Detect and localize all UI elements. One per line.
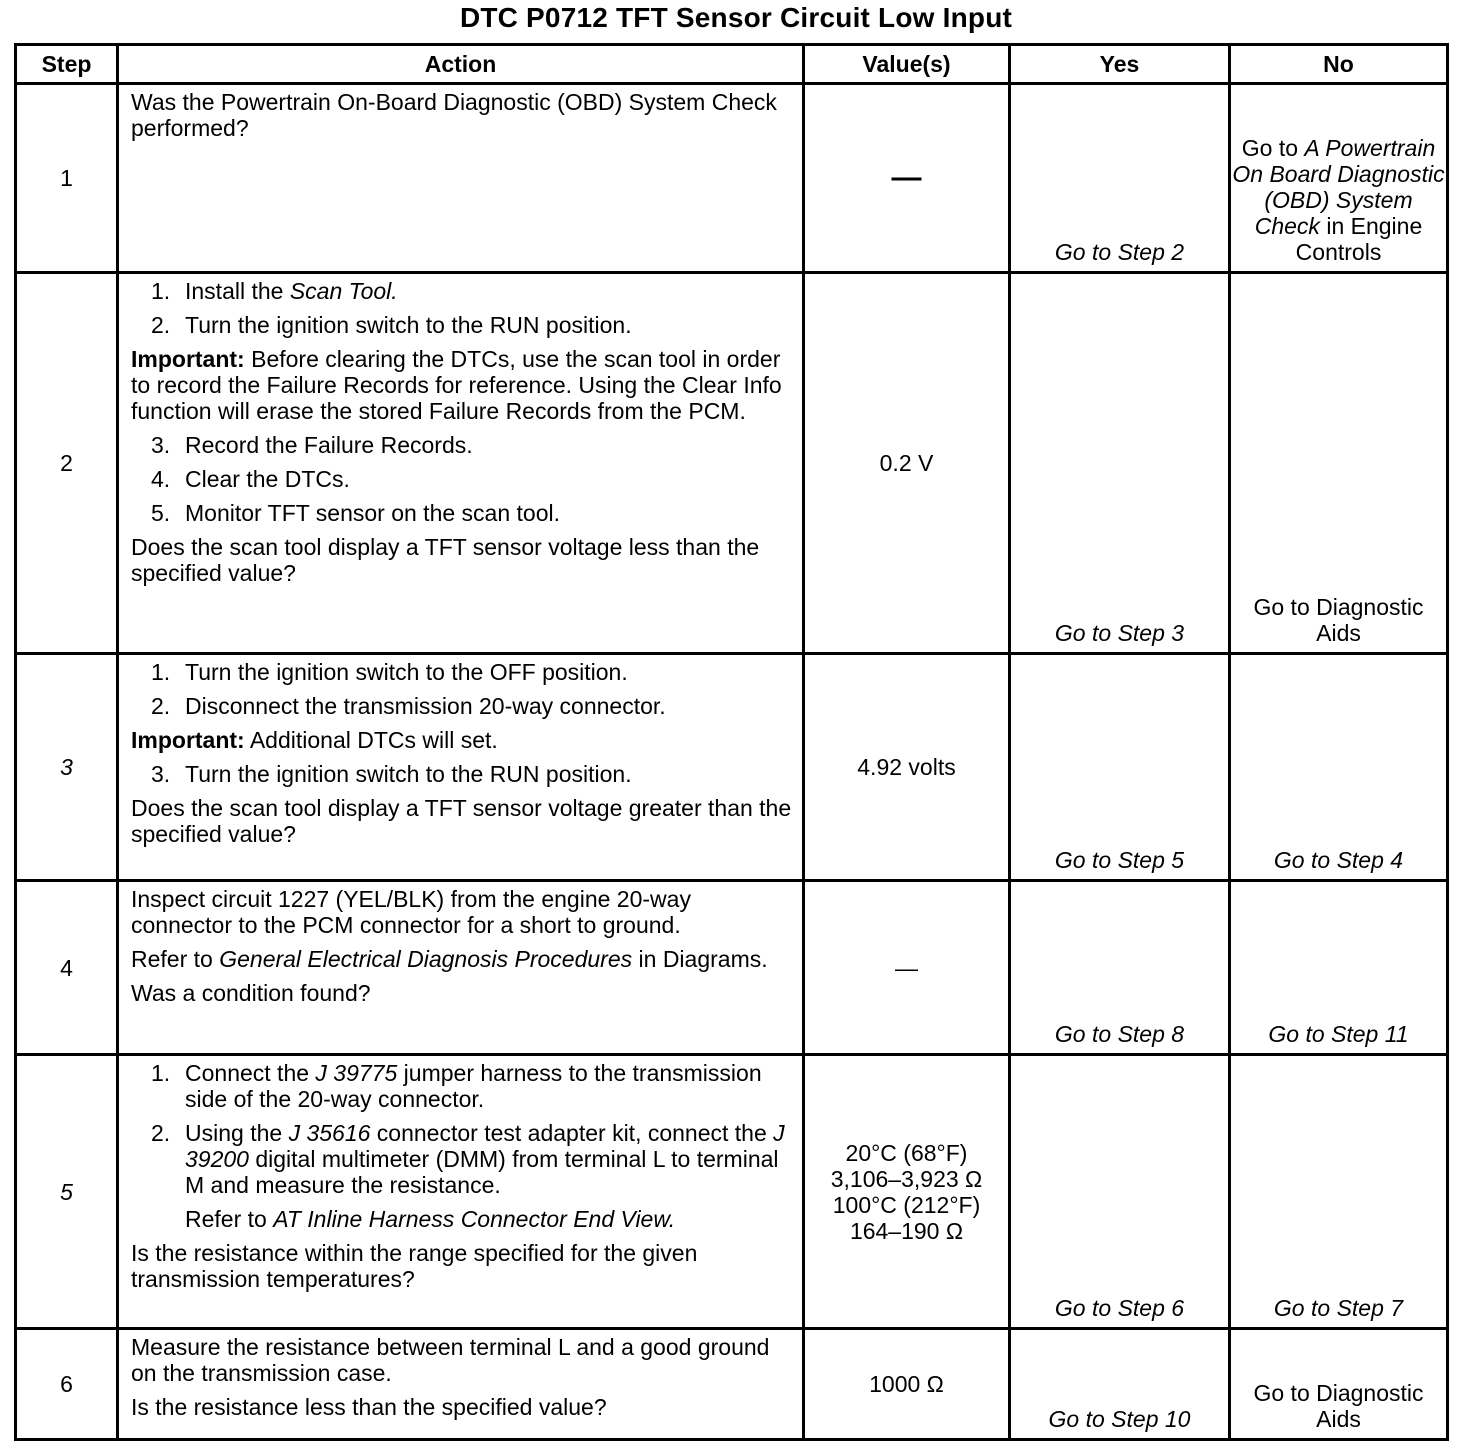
- step-number: 5: [16, 1055, 118, 1329]
- value-temp: 100°C (212°F): [832, 1191, 981, 1218]
- action-cell: [118, 1329, 804, 1440]
- yes-cell: Go to Step 5: [1010, 654, 1230, 881]
- no-text: Go to Step 7: [1273, 1295, 1404, 1321]
- action-list-item: 4. Clear the DTCs.: [151, 466, 350, 492]
- step-number: 2: [16, 273, 118, 654]
- no-cell: [1230, 84, 1448, 273]
- action-list-item: 3. Turn the ignition switch to the RUN position.: [151, 761, 632, 787]
- action-paragraph: Inspect circuit 1227 (YEL/BLK) from the engine 20-way connector to the PCM connector for a short to ground.: [131, 886, 691, 938]
- no-text: in Engine Controls: [1295, 213, 1423, 265]
- important-note: Important: Before clearing the DTCs, use the scan tool in order to record the Failure Records for reference. Using the Clear Info function will erase the stored Failure Records from the PCM.: [131, 346, 782, 424]
- table-row: [16, 84, 1448, 273]
- action-question: Does the scan tool display a TFT sensor voltage greater than the specified value?: [131, 795, 792, 847]
- table-row: [16, 1329, 1448, 1440]
- action-list-item: 5. Monitor TFT sensor on the scan tool.: [151, 500, 560, 526]
- action-list-item: 2. Disconnect the transmission 20-way connector.: [151, 693, 666, 719]
- important-note: Important: Additional DTCs will set.: [131, 727, 498, 753]
- no-text: Go to Step 11: [1268, 1021, 1409, 1047]
- action-reference: Refer to General Electrical Diagnosis Procedures in Diagrams.: [131, 946, 768, 972]
- action-reference: Refer to AT Inline Harness Connector End View.: [185, 1206, 676, 1232]
- action-list-item: 1. Connect the J 39775 jumper harness to the transmission side of the 20-way connector.: [151, 1060, 762, 1112]
- yes-cell: Go to Step 8: [1010, 881, 1230, 1055]
- value-cell: [804, 1055, 1010, 1329]
- table-row: [16, 1055, 1448, 1329]
- table-row: [16, 654, 1448, 881]
- action-question: Is the resistance less than the specified value?: [131, 1394, 607, 1420]
- table-row: [16, 881, 1448, 1055]
- action-list-item: 3. Record the Failure Records.: [151, 432, 473, 458]
- header-no: No: [1230, 45, 1448, 84]
- action-question: Was a condition found?: [131, 980, 371, 1006]
- action-list-item: 1. Install the Scan Tool.: [151, 278, 398, 304]
- header-step: Step: [16, 45, 118, 84]
- action-cell: [118, 1055, 804, 1329]
- action-list-item: 2. Turn the ignition switch to the RUN position.: [151, 312, 632, 338]
- action-question: Is the resistance within the range specified for the given transmission temperatures?: [131, 1240, 698, 1292]
- header-yes: Yes: [1010, 45, 1230, 84]
- action-cell: [118, 654, 804, 881]
- value-cell: [804, 84, 1010, 273]
- action-cell: [118, 273, 804, 654]
- yes-cell: Go to Step 6: [1010, 1055, 1230, 1329]
- step-number: 6: [16, 1329, 118, 1440]
- value-range: 164–190 Ω: [849, 1217, 964, 1244]
- action-cell: [118, 84, 804, 273]
- header-action: Action: [118, 45, 804, 84]
- action-question: Does the scan tool display a TFT sensor voltage less than the specified value?: [131, 534, 760, 586]
- no-link: A Powertrain On Board Diagnostic (OBD) System Check: [1232, 135, 1445, 239]
- no-text: Go to: [1241, 135, 1305, 161]
- value-cell: —: [804, 881, 1010, 1055]
- table-row: [16, 273, 1448, 654]
- value-temp: 20°C (68°F): [845, 1139, 968, 1166]
- step-number: 3: [16, 654, 118, 881]
- value-cell: 0.2 V: [804, 273, 1010, 654]
- action-paragraph: Measure the resistance between terminal L and a good ground on the transmission case.: [131, 1334, 770, 1386]
- no-cell: [1230, 1055, 1448, 1329]
- no-cell: [1230, 654, 1448, 881]
- yes-cell: Go to Step 2: [1010, 84, 1230, 273]
- step-number: 1: [16, 84, 118, 273]
- value-cell: 4.92 volts: [804, 654, 1010, 881]
- value-cell: 1000 Ω: [804, 1329, 1010, 1440]
- header-values: Value(s): [804, 45, 1010, 84]
- no-cell: [1230, 881, 1448, 1055]
- value-range: 3,106–3,923 Ω: [830, 1165, 983, 1192]
- value-text: —: [891, 160, 922, 194]
- diagnostic-table: [14, 43, 1449, 1441]
- yes-cell: Go to Step 3: [1010, 273, 1230, 654]
- action-question: Was the Powertrain On-Board Diagnostic (OBD) System Check performed?: [131, 89, 777, 141]
- action-list-item: 2. Using the J 35616 connector test adapter kit, connect the J 39200 digital multimeter (DMM) from terminal L to terminal M and measure the resistance.: [151, 1120, 785, 1198]
- yes-cell: Go to Step 10: [1010, 1329, 1230, 1440]
- table-header-row: [16, 45, 1448, 84]
- page-title: DTC P0712 TFT Sensor Circuit Low Input: [459, 2, 1013, 33]
- action-list-item: 1. Turn the ignition switch to the OFF position.: [151, 659, 628, 685]
- no-cell: Go to Diagnostic Aids: [1230, 1329, 1448, 1440]
- step-number: 4: [16, 881, 118, 1055]
- no-text: Go to Step 4: [1273, 847, 1404, 873]
- action-cell: [118, 881, 804, 1055]
- no-cell: Go to Diagnostic Aids: [1230, 273, 1448, 654]
